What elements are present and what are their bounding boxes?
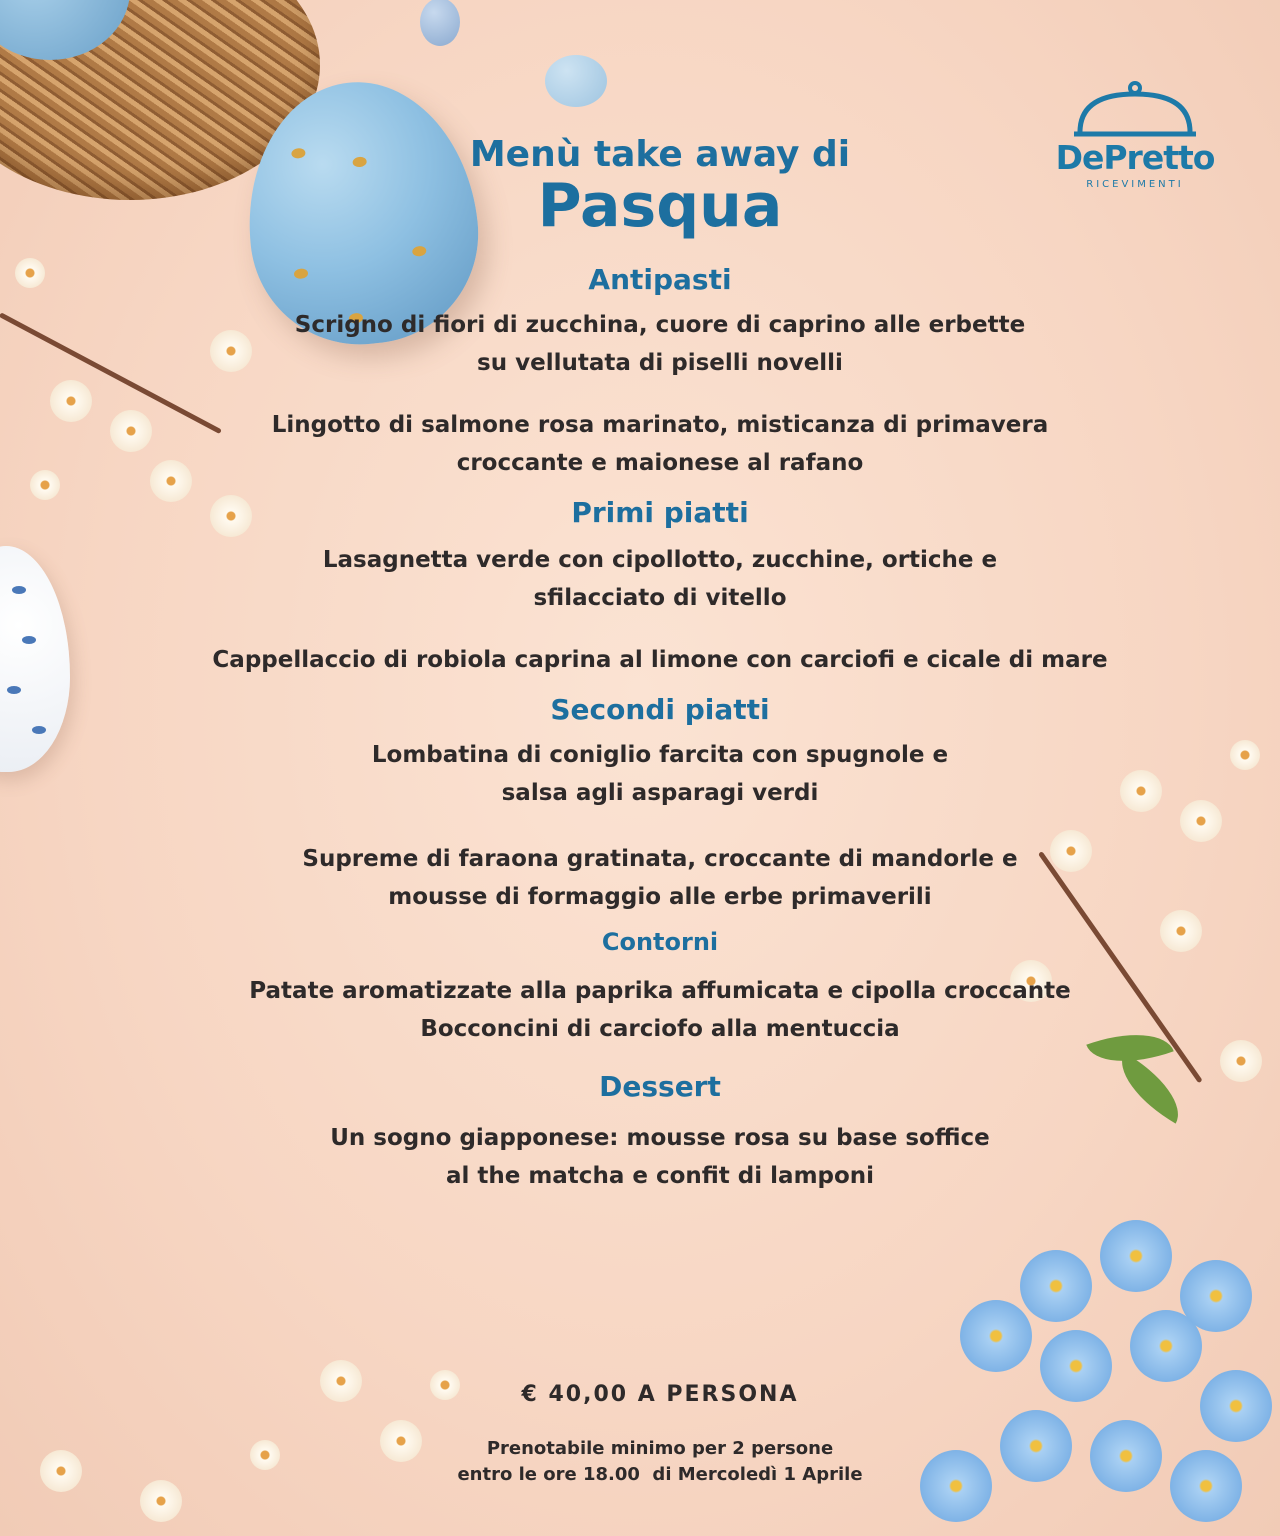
- small-egg-decoration: [420, 0, 460, 46]
- menu-title-line1: Menù take away di: [469, 134, 851, 175]
- painted-egg-decoration: [0, 546, 70, 772]
- blossom-decoration: [15, 258, 45, 288]
- hydrangea-decoration: [1090, 1420, 1162, 1492]
- section-heading-contorni: Contorni: [601, 928, 719, 956]
- section-heading-dessert: Dessert: [599, 1070, 721, 1103]
- menu-title-line2: Pasqua: [537, 171, 783, 241]
- dish-item: Un sogno giapponese: mousse rosa su base soffice al the matcha e confit di lamponi: [330, 1125, 990, 1189]
- hydrangea-decoration: [1040, 1330, 1112, 1402]
- booking-note: [380, 1436, 940, 1488]
- dish-item: Patate aromatizzate alla paprika affumicata e cipolla croccante Bocconcini di carciofo alla mentuccia: [249, 978, 1071, 1042]
- blossom-decoration: [1230, 740, 1260, 770]
- hydrangea-decoration: [1100, 1220, 1172, 1292]
- blossom-decoration: [250, 1440, 280, 1470]
- blossom-decoration: [320, 1360, 362, 1402]
- blossom-decoration: [50, 380, 92, 422]
- dish-item: Lombatina di coniglio farcita con spugnole e salsa agli asparagi verdi: [371, 742, 949, 806]
- hydrangea-decoration: [1200, 1370, 1272, 1442]
- brand-name: DePretto: [1055, 138, 1215, 177]
- section-heading-secondi: Secondi piatti: [550, 693, 770, 726]
- menu-content: [160, 130, 1160, 1195]
- hydrangea-decoration: [960, 1300, 1032, 1372]
- blossom-decoration: [110, 410, 152, 452]
- hydrangea-decoration: [1130, 1310, 1202, 1382]
- blossom-decoration: [30, 470, 60, 500]
- blossom-decoration: [1160, 910, 1202, 952]
- hydrangea-decoration: [1170, 1450, 1242, 1522]
- section-heading-antipasti: Antipasti: [588, 263, 732, 296]
- section-heading-primi: Primi piatti: [571, 496, 749, 529]
- dish-item: Scrigno di fiori di zucchina, cuore di caprino alle erbette su vellutata di piselli novelli: [294, 312, 1026, 376]
- hydrangea-decoration: [1000, 1410, 1072, 1482]
- brand-tagline: RICEVIMENTI: [1086, 179, 1184, 190]
- dish-item: Cappellaccio di robiola caprina al limone con carciofi e cicale di mare: [212, 647, 1108, 673]
- blossom-decoration: [40, 1450, 82, 1492]
- dish-item: Lasagnetta verde con cipollotto, zucchine, ortiche e sfilacciato di vitello: [322, 547, 998, 611]
- hydrangea-decoration: [1020, 1250, 1092, 1322]
- blossom-decoration: [140, 1480, 182, 1522]
- booking-note-line2: entro le ore 18.00 di Mercoledì 1 Aprile: [457, 1464, 863, 1485]
- dish-item: Lingotto di salmone rosa marinato, misticanza di primavera croccante e maionese al rafano: [271, 412, 1049, 476]
- blossom-decoration: [1220, 1040, 1262, 1082]
- price-label: € 40,00 A PERSONA: [521, 1382, 799, 1407]
- speckled-egg-decoration: [545, 55, 607, 107]
- blossom-decoration: [1180, 800, 1222, 842]
- dish-item: Supreme di faraona gratinata, croccante di mandorle e mousse di formaggio alle erbe primaverili: [302, 846, 1018, 910]
- booking-note-line1: Prenotabile minimo per 2 persone: [486, 1438, 834, 1459]
